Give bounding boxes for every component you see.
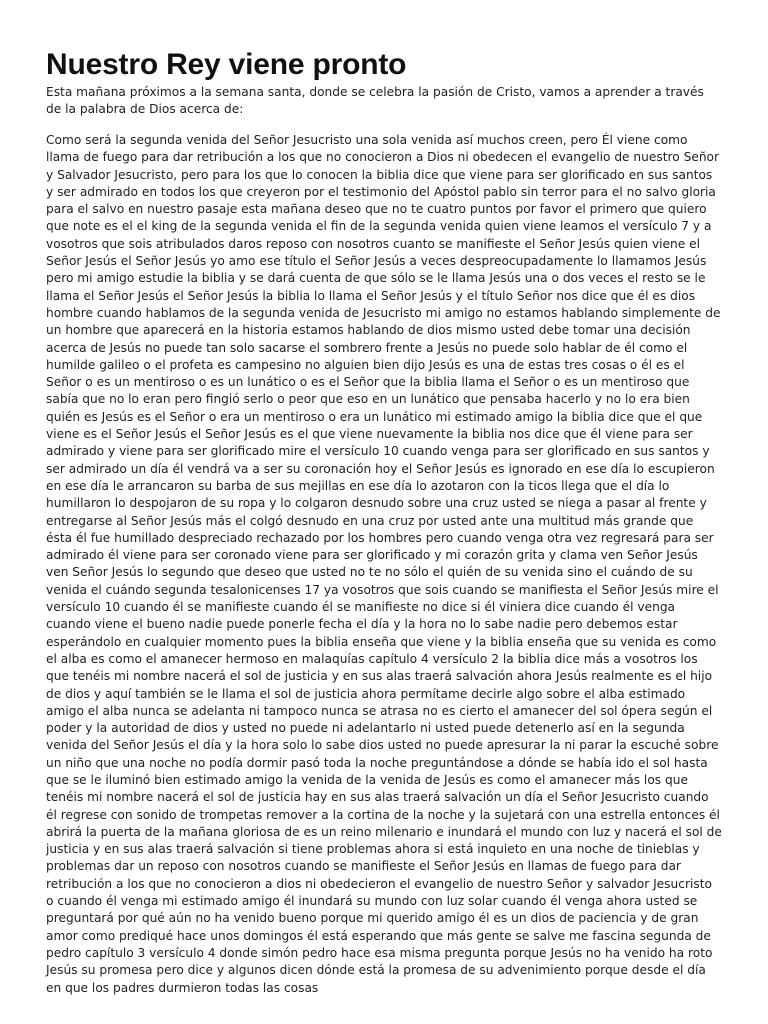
intro-paragraph: Esta mañana próximos a la semana santa, donde se celebra la pasión de Cristo, vamos a aprender a través de la palabra de Dios acerca de: bbox=[46, 85, 704, 116]
document-title: Nuestro Rey viene pronto bbox=[46, 48, 407, 81]
body-paragraph: Como será la segunda venida del Señor Jesucristo una sola venida así muchos creen, pero Él viene como llama de fuego para dar retribución a los que no conocieron a Dios ni obedecen el evangelio de nuestro Señor y Salvador Jesucristo, pero para los que lo conocen la biblia dice que viene para ser glorificado en sus santos y ser admirado en todos los que creyeron por el testimonio del Apóstol pablo sin terror para el no salvo gloria para el salvo en nuestro pasaje esta mañana deseo que no te cuatro puntos por favor el primero que quiero que note es el el king de la segunda venida el fin de la segunda venida quien viene leamos el versículo 7 y a vosotros que sois atribulados daros reposo con nosotros cuanto se manifieste el Señor Jesús quien viene el Señor Jesús el Señor Jesús yo amo ese título el Señor Jesús a veces despreocupadamente lo llamamos Jesús pero mi amigo estudie la biblia y se dará cuenta de que sólo se le llama Jesús una o dos veces el resto se le llama el Señor Jesús el Señor Jesús la biblia lo llama el Señor Jesús y el título Señor nos dice que él es dios hombre cuando hablamos de la segunda venida de Jesucristo mi amigo no estamos hablando simplemente de un hombre que aparecerá en la historia estamos hablando de dios mismo usted debe tomar una decisión acerca de Jesús no puede tan solo sacarse el sombrero frente a Jesús no puede solo hablar de él como el humilde galileo o el profeta es campesino no alguien bien dijo Jesús es una de estas tres cosas o él es el Señor o es un mentiroso o es un lunático o es el Señor que la biblia llama el Señor o es un mentiroso que sabía que no lo eran pero fingió serlo o peor que eso en un lunático que pensaba hacerlo y no lo era bien quién es Jesús es el Señor o era un mentiroso o era un lunático mi estimado amigo la biblia dice que el que viene es el Señor Jesús el Señor Jesús es el que viene nuevamente la biblia nos dice que él viene para ser admirado y viene para ser glorificado mire el versículo 10 cuando venga para ser glorificado en sus santos y ser admirado un día él vendrá va a ser su coronación hoy el Señor Jesús es ignorado en ese día lo escupieron en ese día le arrancaron su barba de sus mejillas en ese día lo azotaron con la ticos llega que el día lo humillaron lo despojaron de su ropa y lo colgaron desnudo sobre una cruz usted se niega a pasar al frente y entregarse al Señor Jesús más el colgó desnudo en una cruz por usted ante una multitud más grande que ésta él fue humillado despreciado rechazado por los hombres pero cuando venga otra vez regresará para ser admirado él viene para ser coronado viene para ser glorificado y mi corazón grita y clama ven Señor Jesús ven Señor Jesús lo segundo que deseo que usted no te no sólo el quién de su venida sino el cuándo de su venida el cuándo segunda tesalonicenses 17 ya vosotros que sois cuando se manifiesta el Señor Jesús mire el versículo 10 cuando él se manifieste cuando él se manifieste no dice si él viniera dice cuando él venga cuando viene el bueno nadie puede ponerle fecha el día y la hora no lo sabe nadie pero debemos estar esperándolo en cualquier momento pues la biblia enseña que viene y la biblia enseña que su venida es como el alba es como el amanecer hermoso en malaquías capítulo 4 versículo 2 la biblia dice más a vosotros los que tenéis mi nombre nacerá el sol de justicia y en sus alas traerá salvación ahora Jesús realmente es el hijo de dios y aquí también se le llama el sol de justicia ahora permítame decirle algo sobre el alba estimado amigo el alba nunca se adelanta ni tampoco nunca se atrasa no es cierto el amanecer del sol ópera según el poder y la autoridad de dios y usted no puede ni adelantarlo ni usted puede detenerlo así en la segunda venida del Señor Jesús el día y la hora solo lo sabe dios usted no puede apresurar la ni parar la escuché sobre un niño que una noche no podía dormir pasó toda la noche preguntándose a dónde se había ido el sol hasta que se le iluminó bien estimado amigo la venida de la venida de Jesús es como el amanecer más los que tenéis mi nombre nacerá el sol de justicia hay en sus alas traerá salvación un día el Señor Jesucristo cuando él regrese con sonido de trompetas remover a la cortina de la noche y la sujetará con una estrella entonces él abrirá la puerta de la mañana gloriosa de es un reino milenario e inundará el mundo con luz y nacerá el sol de justicia y en sus alas traerá salvación si tiene problemas ahora si está inquieto en una noche de tinieblas y problemas dar un reposo con nosotros cuando se manifieste el Señor Jesús en llamas de fuego para dar retribución a los que no conocieron a dios ni obedecieron el evangelio de nuestro Señor y salvador Jesucristo o cuando él venga mi estimado amigo él inundará su mundo con luz solar cuando él venga ahora usted se preguntará por qué aún no ha venido bueno porque mi querido amigo él es un dios de paciencia y de gran amor como prediqué hace unos domingos él está esperando que más gente se salve me fascina segunda de pedro capítulo 3 versículo 4 donde simón pedro hace esa misma pregunta porque Jesús no ha venido ha roto Jesús su promesa pero dice y algunos dicen dónde está la promesa de su advenimiento porque desde el día en que los padres durmieron todas las cosas bbox=[46, 133, 722, 995]
